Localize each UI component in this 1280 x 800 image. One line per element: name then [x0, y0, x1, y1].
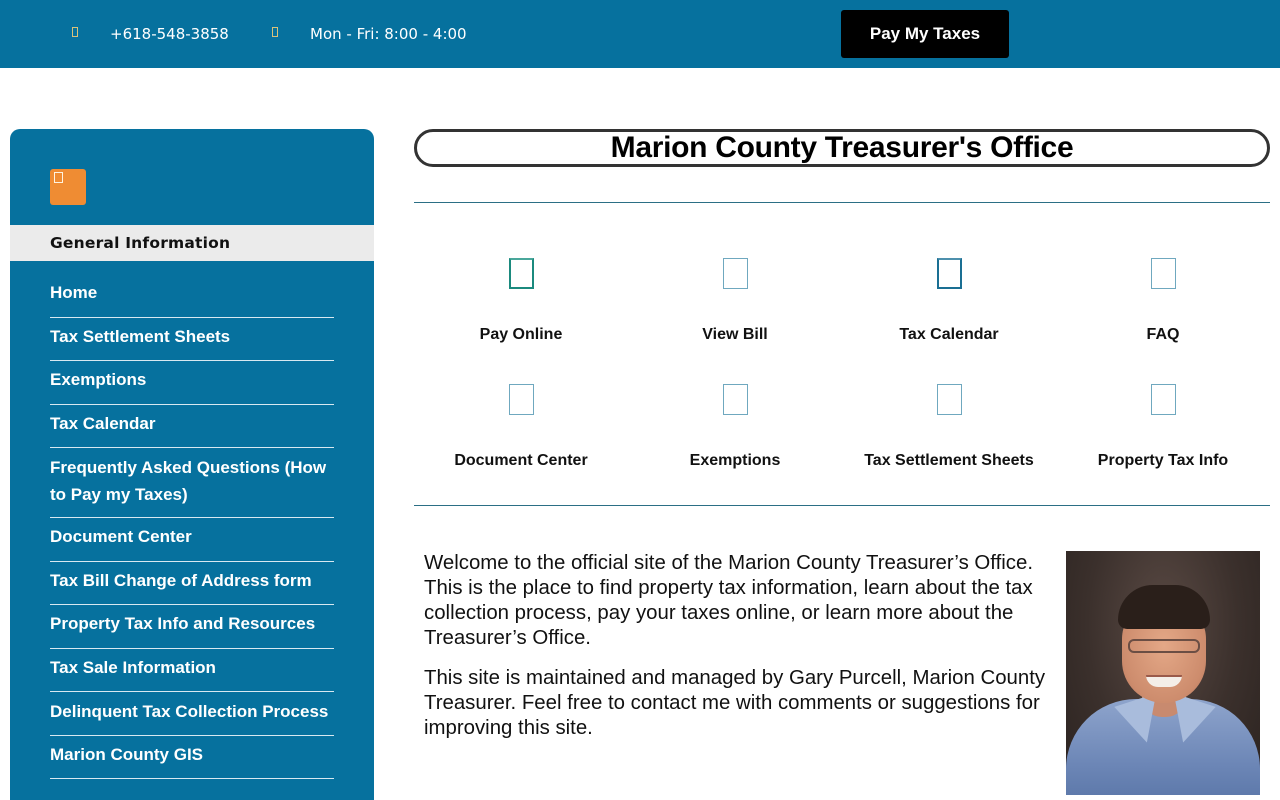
sidebar-item-document-center[interactable]: Document Center	[50, 518, 334, 562]
quick-link-tax-settlement-sheets[interactable]	[842, 384, 1056, 470]
logo-glyph-icon	[54, 172, 63, 183]
quick-links-row-1	[414, 258, 1270, 344]
faq-icon	[1151, 258, 1176, 289]
document-icon	[509, 384, 534, 415]
menu-logo-icon[interactable]	[50, 169, 86, 205]
quick-link-label: FAQ	[1146, 326, 1180, 343]
sidebar-section-header	[10, 225, 374, 261]
top-bar	[0, 0, 1280, 68]
quick-link-label: Document Center	[454, 452, 588, 469]
sidebar-item-property-tax-info[interactable]: Property Tax Info and Resources	[50, 605, 334, 649]
page-title-box	[414, 129, 1270, 167]
welcome-paragraph: Welcome to the official site of the Marion County Treasurer’s Office. This is the place to find property tax information, learn about the tax collection process, pay your taxes online, or learn more about the Treasurer’s Office.	[424, 552, 1033, 649]
property-info-icon	[1151, 384, 1176, 415]
phone-icon	[72, 27, 78, 37]
quick-links-row-2	[414, 384, 1270, 470]
quick-link-label: Tax Settlement Sheets	[864, 452, 1034, 469]
sidebar-item-tax-calendar[interactable]: Tax Calendar	[50, 405, 334, 449]
sidebar-nav	[50, 274, 334, 779]
phone-number[interactable]: +618-548-3858	[110, 25, 229, 43]
quick-link-label: Exemptions	[689, 452, 781, 469]
quick-link-label: Property Tax Info	[1097, 452, 1229, 469]
exemptions-icon	[723, 384, 748, 415]
quick-link-label: View Bill	[702, 326, 768, 343]
sidebar-item-tax-sale[interactable]: Tax Sale Information	[50, 649, 334, 693]
quick-link-property-tax-info[interactable]	[1056, 384, 1270, 470]
quick-link-tax-calendar[interactable]	[842, 258, 1056, 344]
office-hours-text: Mon - Fri: 8:00 - 4:00	[310, 25, 467, 43]
divider	[414, 505, 1270, 506]
quick-link-view-bill[interactable]	[628, 258, 842, 344]
sidebar	[10, 129, 374, 800]
sidebar-section-title: General Information	[50, 234, 231, 252]
quick-link-label: Tax Calendar	[899, 326, 999, 343]
pay-my-taxes-button[interactable]: Pay My Taxes	[841, 10, 1009, 58]
sidebar-item-faq[interactable]: Frequently Asked Questions (How to Pay my Taxes)	[50, 448, 334, 518]
office-hours	[272, 0, 467, 68]
sidebar-item-gis[interactable]: Marion County GIS	[50, 736, 334, 780]
contact-phone[interactable]	[72, 0, 229, 68]
sidebar-item-change-of-address[interactable]: Tax Bill Change of Address form	[50, 562, 334, 606]
quick-link-faq[interactable]	[1056, 258, 1270, 344]
pay-online-icon	[509, 258, 534, 289]
settlement-sheets-icon	[937, 384, 962, 415]
divider	[414, 202, 1270, 203]
sidebar-item-delinquent-tax[interactable]: Delinquent Tax Collection Process	[50, 692, 334, 736]
quick-link-label: Pay Online	[479, 326, 563, 343]
welcome-text	[424, 551, 1054, 756]
treasurer-photo	[1066, 551, 1260, 795]
quick-link-exemptions[interactable]	[628, 384, 842, 470]
quick-link-pay-online[interactable]	[414, 258, 628, 344]
sidebar-item-exemptions[interactable]: Exemptions	[50, 361, 334, 405]
page-title: Marion County Treasurer's Office	[610, 131, 1074, 164]
clock-icon	[272, 27, 278, 37]
maintainer-paragraph: This site is maintained and managed by Gary Purcell, Marion County Treasurer. Feel free to contact me with comments or suggestions for improving this site.	[424, 667, 1046, 739]
sidebar-item-home[interactable]: Home	[50, 274, 334, 318]
calendar-icon	[937, 258, 962, 289]
quick-link-document-center[interactable]	[414, 384, 628, 470]
sidebar-item-tax-settlement-sheets[interactable]: Tax Settlement Sheets	[50, 318, 334, 362]
view-bill-icon	[723, 258, 748, 289]
